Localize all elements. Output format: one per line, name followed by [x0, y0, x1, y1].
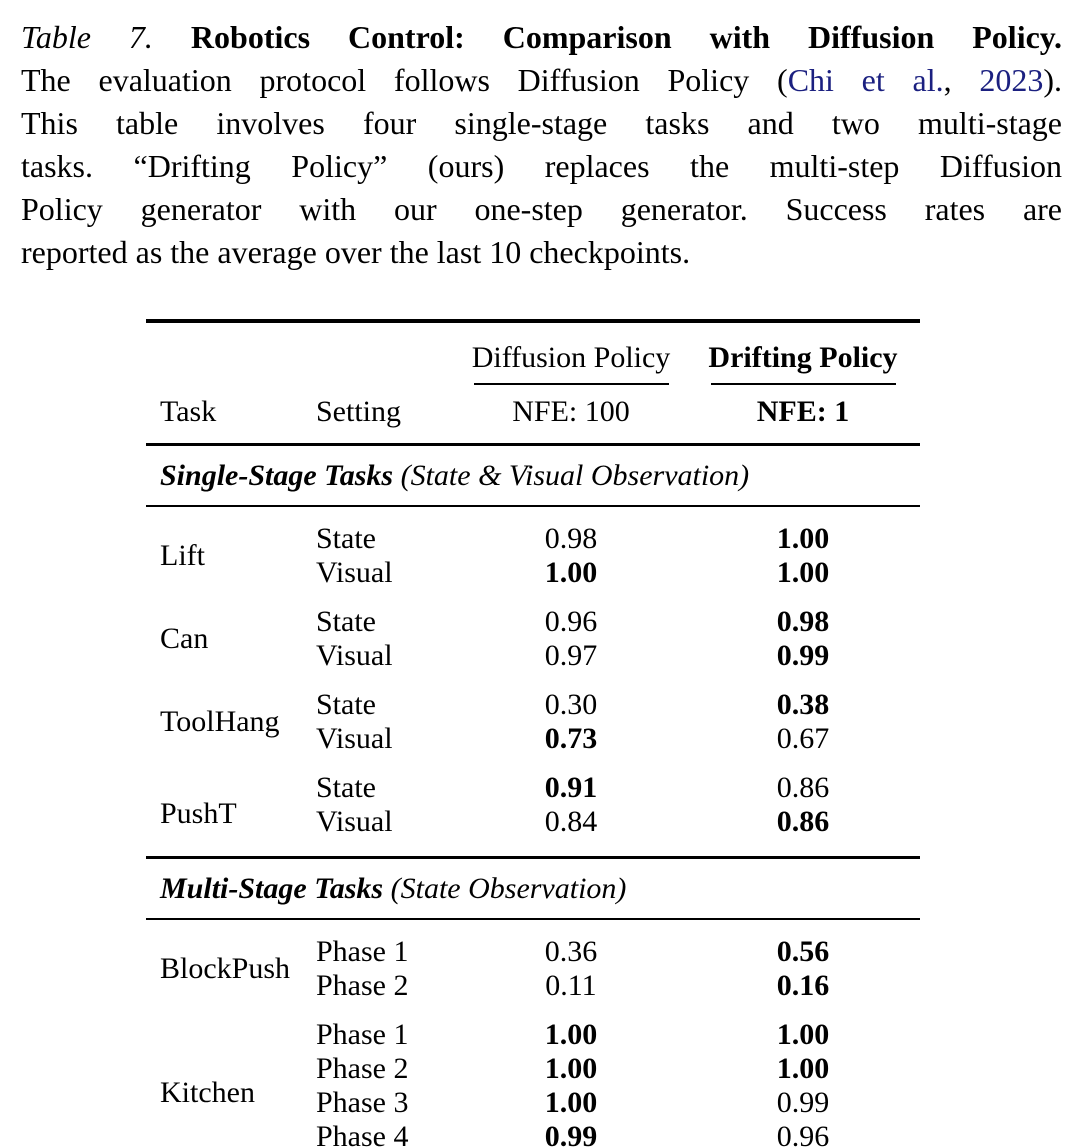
diffusion-value-cell: 0.97 — [544, 639, 598, 672]
drifting-value-cell: 0.67 — [776, 722, 830, 755]
diffusion-value-cell: 0.73 — [544, 722, 598, 755]
diffusion-value-cell: 0.98 — [544, 522, 598, 555]
section-header-row — [146, 858, 920, 920]
setting-cell: State — [316, 522, 376, 555]
setting-cell: Phase 2 — [316, 969, 409, 1002]
drifting-value-cell: 0.86 — [776, 771, 830, 804]
setting-column-header: Setting — [296, 385, 456, 445]
drifting-value-cell: 1.00 — [776, 1052, 830, 1085]
task-cell: Kitchen — [160, 1076, 255, 1109]
group-header-row — [146, 321, 920, 385]
task-cell: Lift — [160, 539, 205, 572]
setting-cell: Phase 1 — [316, 1018, 409, 1051]
nfe-100-column-header: NFE: 100 — [456, 385, 686, 445]
caption-text: The evaluation protocol follows Diffusion Policy ( — [21, 62, 788, 98]
column-header-row — [146, 385, 920, 445]
caption-text: , — [943, 62, 980, 98]
single-stage-section-header — [146, 445, 920, 507]
drifting-value-cell: 1.00 — [776, 522, 830, 555]
caption-line-6: reported as the average over the last 10 checkpoints. — [21, 234, 691, 270]
drifting-value-cell: 0.99 — [776, 639, 830, 672]
citation-link-year[interactable]: 2023 — [979, 62, 1044, 98]
task-cell: BlockPush — [160, 952, 291, 985]
setting-cell: State — [316, 771, 376, 804]
diffusion-value-cell: 1.00 — [544, 1086, 598, 1119]
citation-link-authors[interactable]: Chi et al. — [787, 62, 944, 98]
section-title: Single-Stage Tasks — [160, 459, 394, 492]
drifting-value-cell: 0.98 — [776, 605, 830, 638]
setting-cell: Phase 4 — [316, 1120, 409, 1148]
caption-line-2 — [21, 59, 1062, 102]
diffusion-value-cell: 0.11 — [545, 969, 597, 1002]
diffusion-value-cell: 1.00 — [544, 556, 598, 589]
setting-cell: State — [316, 605, 376, 638]
caption-line-4: tasks. “Drifting Policy” (ours) replaces the multi-step Diffusion — [21, 148, 1062, 184]
group-label-diffusion: Diffusion Policy — [471, 341, 671, 374]
caption-text: ). — [1043, 62, 1063, 98]
section-note: (State & Visual Observation) — [393, 459, 750, 492]
caption-line-1 — [21, 16, 1062, 59]
empty-header-cell — [146, 321, 456, 385]
section-title: Multi-Stage Tasks — [160, 872, 384, 905]
diffusion-value-cell: 0.84 — [544, 805, 598, 838]
setting-cell: Visual — [316, 639, 393, 672]
setting-cell: Phase 2 — [316, 1052, 409, 1085]
section-note: (State Observation) — [383, 872, 627, 905]
table-number-label: Table 7. — [21, 19, 153, 55]
task-column-header: Task — [146, 385, 296, 445]
drifting-value-cell: 0.16 — [776, 969, 830, 1002]
setting-cell: State — [316, 688, 376, 721]
drifting-policy-group-header — [686, 321, 920, 385]
setting-cell: Visual — [316, 556, 393, 589]
diffusion-value-cell: 0.96 — [544, 605, 598, 638]
results-table — [146, 319, 920, 1148]
diffusion-value-cell: 0.99 — [544, 1120, 598, 1148]
diffusion-policy-group-header — [456, 321, 686, 385]
caption-line-5: Policy generator with our one-step generator. Success rates are — [21, 191, 1062, 227]
task-cell: ToolHang — [160, 705, 280, 738]
table-caption — [21, 16, 1062, 274]
table-row — [146, 1003, 920, 1052]
setting-cell: Visual — [316, 722, 393, 755]
drifting-value-cell: 1.00 — [776, 1018, 830, 1051]
multi-stage-section-header — [146, 858, 920, 920]
drifting-value-cell: 1.00 — [776, 556, 830, 589]
setting-cell: Visual — [316, 805, 393, 838]
caption-line-3: This table involves four single-stage tasks and two multi-stage — [21, 105, 1062, 141]
drifting-value-cell: 0.99 — [776, 1086, 830, 1119]
setting-cell: Phase 1 — [316, 935, 409, 968]
setting-cell: Phase 3 — [316, 1086, 409, 1119]
nfe-1-column-header: NFE: 1 — [686, 385, 920, 445]
diffusion-value-cell: 0.36 — [544, 935, 598, 968]
table-row — [146, 673, 920, 722]
table-row — [146, 756, 920, 805]
task-cell: PushT — [160, 796, 237, 830]
table-row — [146, 919, 920, 969]
table-row — [146, 506, 920, 556]
diffusion-value-cell: 1.00 — [544, 1052, 598, 1085]
task-cell: Can — [160, 622, 209, 655]
section-header-row — [146, 445, 920, 507]
drifting-value-cell: 0.56 — [776, 935, 830, 968]
group-label-drifting: Drifting Policy — [708, 341, 898, 374]
table-row — [146, 590, 920, 639]
diffusion-value-cell: 1.00 — [544, 1018, 598, 1051]
drifting-value-cell: 0.96 — [776, 1120, 830, 1148]
diffusion-value-cell: 0.91 — [544, 771, 598, 804]
caption-title: Robotics Control: Comparison with Diffusion Policy. — [190, 19, 1063, 55]
drifting-value-cell: 0.86 — [776, 805, 830, 838]
diffusion-value-cell: 0.30 — [544, 688, 598, 721]
drifting-value-cell: 0.38 — [776, 688, 830, 721]
